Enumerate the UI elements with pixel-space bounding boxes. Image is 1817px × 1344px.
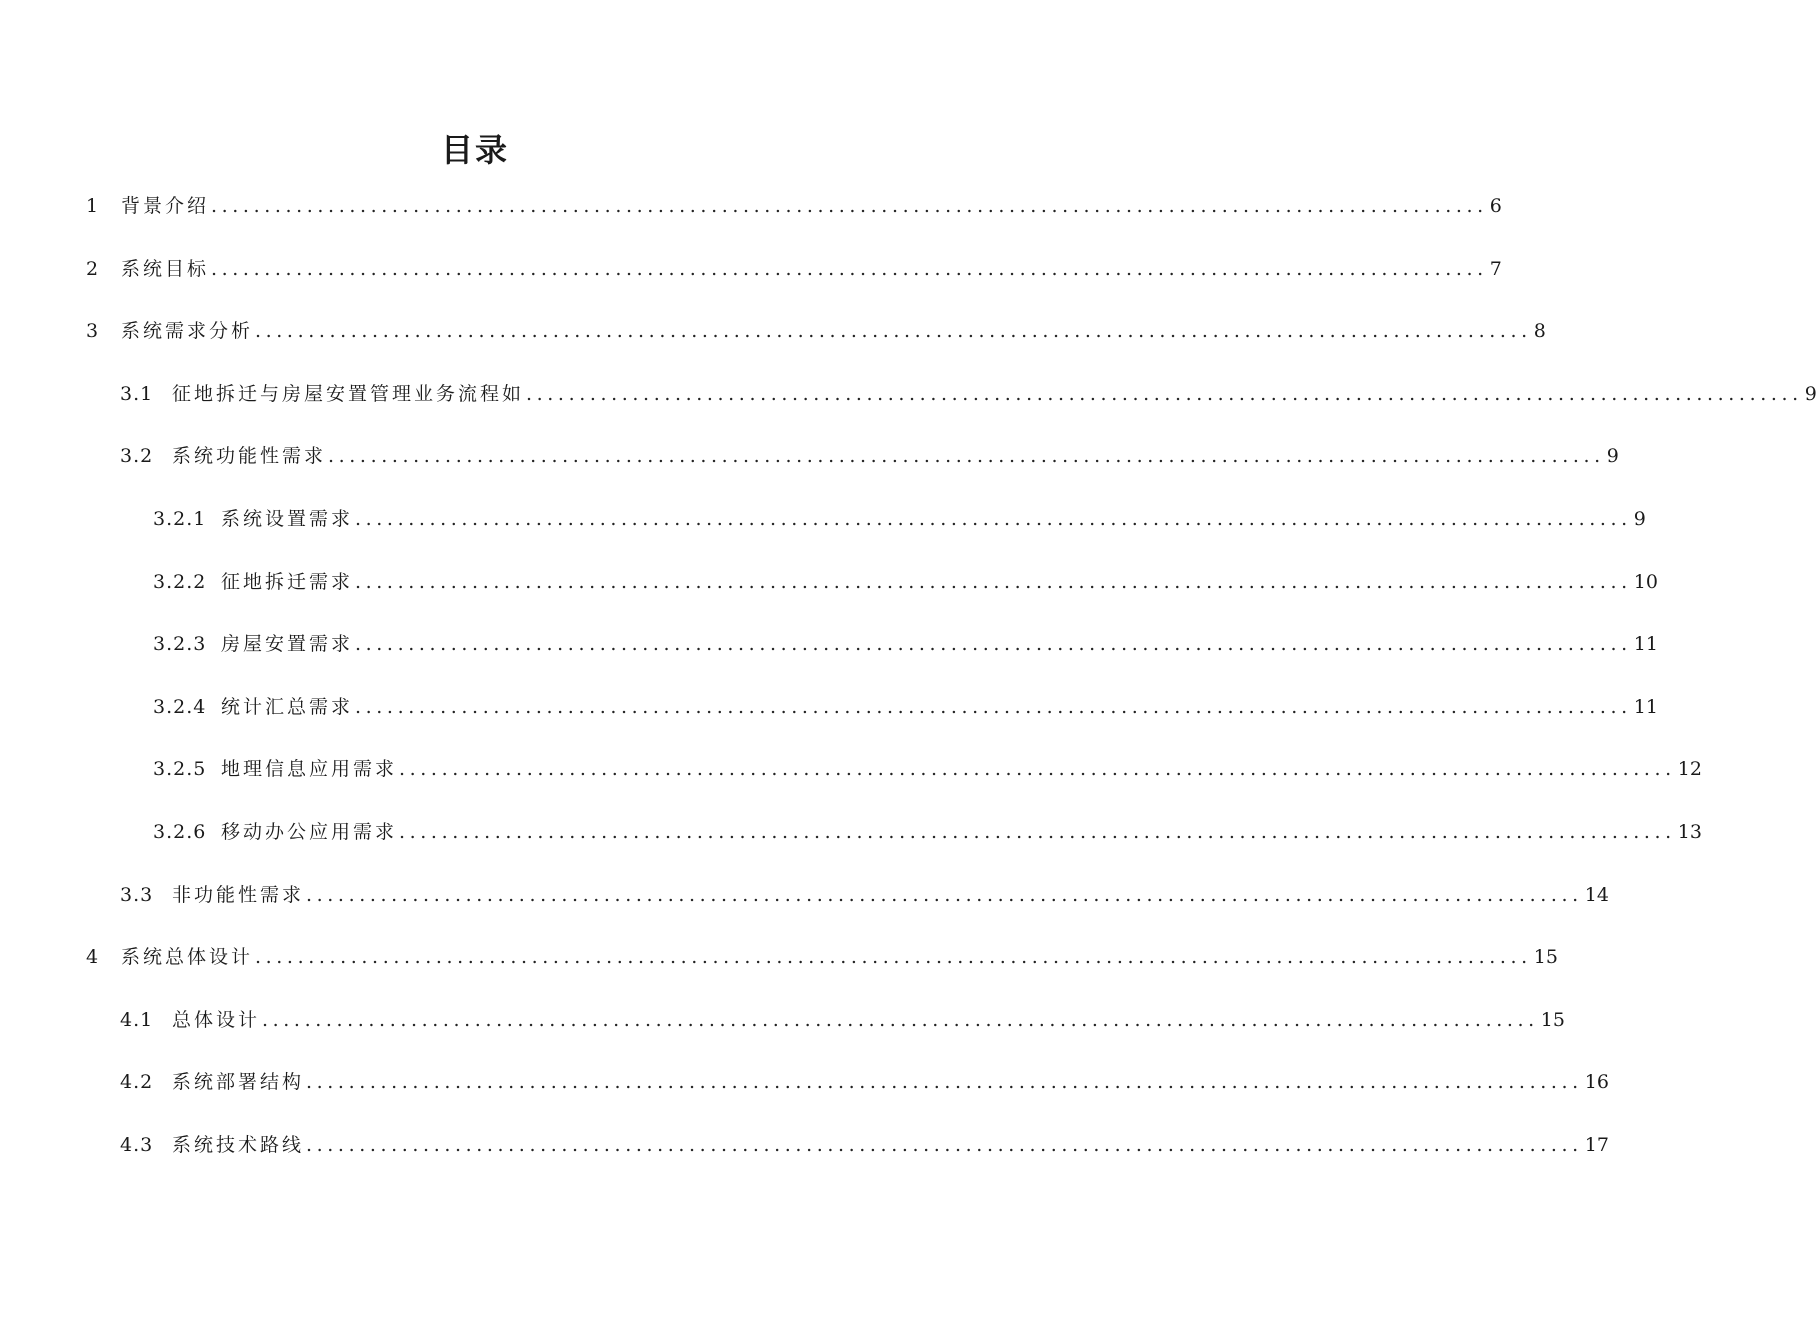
toc-entry-page-number: 13 (1677, 821, 1702, 843)
toc-entry-number: 4 (86, 946, 100, 969)
toc-dot-leader: ........................................................................................................................ (355, 695, 1632, 718)
toc-dot-leader: ........................................................................................................................ (255, 946, 1532, 969)
toc-entry[interactable] (86, 249, 1502, 289)
toc-entry-page-number: 16 (1584, 1071, 1609, 1094)
toc-dot-leader: ........................................................................................................................ (211, 257, 1488, 280)
toc-entry-title: 系统设置需求 (221, 508, 354, 530)
toc-entry-title: 系统总体设计 (121, 946, 254, 969)
toc-entry[interactable] (153, 749, 1702, 789)
toc-dot-leader: ........................................................................................................................ (355, 570, 1632, 593)
toc-entry-number: 3 (86, 320, 100, 343)
toc-dot-leader: ........................................................................................................................ (399, 758, 1676, 781)
toc-entry-page-number: 17 (1584, 1134, 1609, 1156)
toc-entry-number: 3.2.1 (153, 508, 207, 530)
toc-entry-title: 房屋安置需求 (221, 633, 354, 656)
toc-entry-title: 移动办公应用需求 (221, 821, 398, 843)
toc-dot-leader: ........................................................................................................................ (355, 508, 1632, 530)
toc-entry[interactable] (153, 812, 1702, 852)
toc-entry-page-number: 9 (1606, 445, 1619, 468)
toc-dot-leader: ........................................................................................................................ (262, 1008, 1539, 1031)
toc-entry-title: 系统部署结构 (172, 1071, 305, 1094)
toc-entry-number: 3.2.6 (153, 821, 207, 843)
toc-entry[interactable] (153, 562, 1658, 602)
toc-entry-number: 3.2 (120, 445, 154, 468)
toc-dot-leader: ........................................................................................................................ (255, 320, 1532, 343)
toc-entry-page-number: 15 (1540, 1008, 1565, 1031)
toc-entry-number: 2 (86, 257, 100, 280)
page-title: 目录 (440, 131, 509, 169)
toc-entry[interactable] (120, 875, 1609, 915)
toc-entry-number: 4.3 (120, 1134, 154, 1156)
toc-dot-leader: ........................................................................................................................ (306, 1134, 1583, 1156)
toc-entry-number: 3.2.3 (153, 633, 207, 656)
toc-entry[interactable] (120, 436, 1619, 476)
toc-entry-page-number: 10 (1633, 570, 1658, 593)
toc-entry-title: 系统需求分析 (121, 320, 254, 343)
toc-entry-title: 统计汇总需求 (221, 695, 354, 718)
toc-entry[interactable] (120, 1000, 1565, 1040)
toc-entry-page-number: 6 (1489, 195, 1502, 217)
toc-entry[interactable] (86, 937, 1558, 977)
toc-dot-leader: ........................................................................................................................ (526, 382, 1803, 405)
toc-entry-page-number: 15 (1533, 946, 1558, 969)
toc-entry[interactable] (120, 374, 1817, 414)
toc-entry-page-number: 9 (1633, 508, 1646, 530)
toc-entry[interactable] (120, 1062, 1609, 1102)
toc-entry-number: 4.2 (120, 1071, 154, 1094)
toc-entry-page-number: 14 (1584, 883, 1609, 906)
toc-dot-leader: ........................................................................................................................ (306, 883, 1583, 906)
toc-entry-title: 系统目标 (121, 257, 210, 280)
toc-entry-number: 3.2.5 (153, 758, 207, 781)
toc-entry-page-number: 12 (1677, 758, 1702, 781)
toc-dot-leader: ........................................................................................................................ (399, 821, 1676, 843)
toc-entry-number: 1 (86, 195, 100, 217)
toc-entry-page-number: 11 (1633, 633, 1658, 656)
toc-entry-title: 地理信息应用需求 (221, 758, 398, 781)
toc-entry-title: 系统功能性需求 (172, 445, 327, 468)
toc-entry-title: 非功能性需求 (172, 883, 305, 906)
toc-entry-number: 3.2.4 (153, 695, 207, 718)
toc-entry-title: 背景介绍 (121, 195, 210, 217)
toc-entry-page-number: 8 (1533, 320, 1546, 343)
toc-entry-number: 4.1 (120, 1008, 154, 1031)
toc-dot-leader: ........................................................................................................................ (328, 445, 1605, 468)
toc-entry[interactable] (86, 186, 1502, 226)
toc-entry-number: 3.3 (120, 883, 154, 906)
toc-dot-leader: ........................................................................................................................ (355, 633, 1632, 656)
toc-entry-title: 征地拆迁与房屋安置管理业务流程如 (172, 382, 525, 405)
toc-entry-number: 3.1 (120, 382, 154, 405)
toc-entry-number: 3.2.2 (153, 570, 207, 593)
toc-entry-title: 总体设计 (172, 1008, 261, 1031)
toc-entry-page-number: 11 (1633, 695, 1658, 718)
toc-entry[interactable] (153, 499, 1646, 539)
toc-dot-leader: ........................................................................................................................ (306, 1071, 1583, 1094)
toc-entry[interactable] (120, 1125, 1609, 1165)
toc-entry-title: 系统技术路线 (172, 1134, 305, 1156)
toc-entry-page-number: 9 (1804, 382, 1817, 405)
toc-entry-title: 征地拆迁需求 (221, 570, 354, 593)
toc-entry-page-number: 7 (1489, 257, 1502, 280)
toc-entry[interactable] (86, 311, 1546, 351)
toc-entry[interactable] (153, 687, 1658, 727)
toc-entry[interactable] (153, 624, 1658, 664)
toc-dot-leader: ........................................................................................................................ (211, 195, 1488, 217)
